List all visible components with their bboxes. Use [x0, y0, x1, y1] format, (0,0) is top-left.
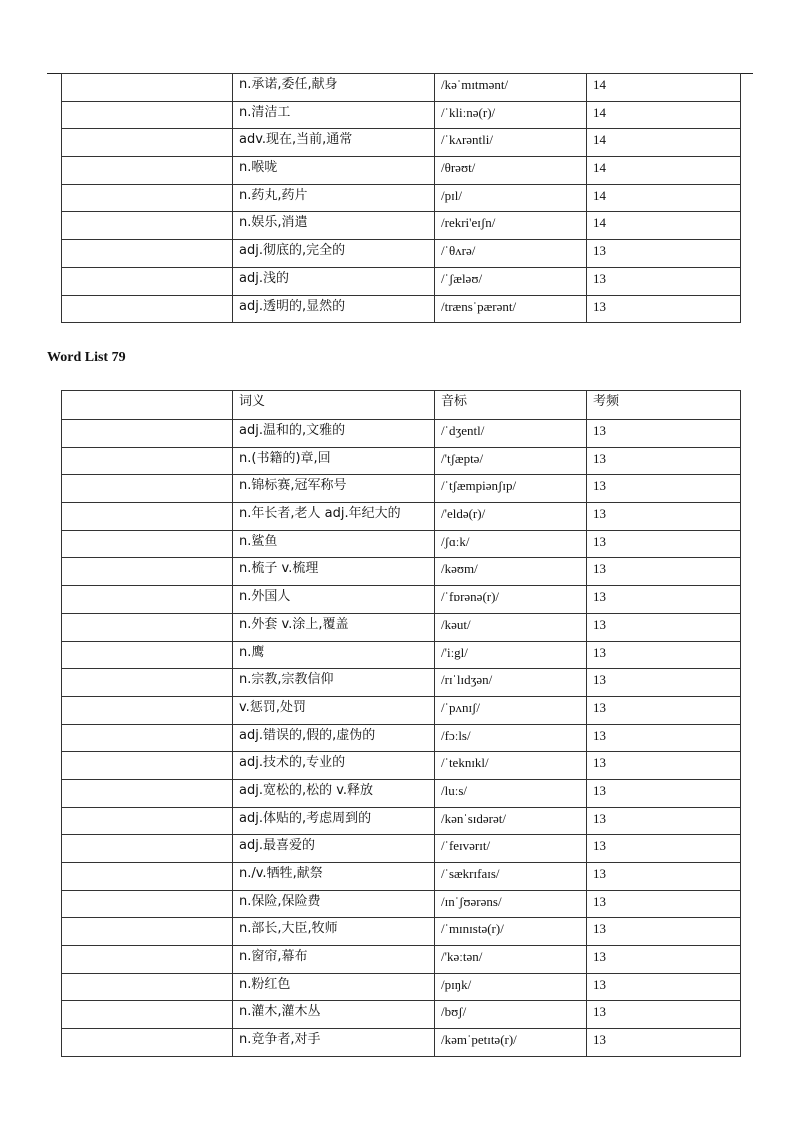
phonetic-cell: /ˈteknɪkl/: [435, 752, 587, 780]
frequency-cell: 13: [587, 530, 741, 558]
frequency-cell: 13: [587, 669, 741, 697]
table-row: [62, 807, 741, 835]
word-cell: [62, 724, 233, 752]
frequency-cell: 14: [587, 101, 741, 129]
meaning-cell: n.娱乐,消遣: [233, 212, 435, 240]
phonetic-cell: /ˈkʌrəntli/: [435, 129, 587, 157]
table-row: [62, 946, 741, 974]
table-row: [62, 863, 741, 891]
frequency-cell: 13: [587, 1029, 741, 1057]
meaning-cell: adj.浅的: [233, 267, 435, 295]
frequency-column-header: 考频: [587, 391, 741, 420]
meaning-cell: n.锦标赛,冠军称号: [233, 475, 435, 503]
word-cell: [62, 129, 233, 157]
meaning-cell: n.梳子 v.梳理: [233, 558, 435, 586]
phonetic-cell: /ʃɑːk/: [435, 530, 587, 558]
meaning-cell: adj.宽松的,松的 v.释放: [233, 779, 435, 807]
phonetic-cell: /rɪˈlɪdʒən/: [435, 669, 587, 697]
table-row: [62, 295, 741, 323]
word-cell: [62, 669, 233, 697]
table-row: [62, 724, 741, 752]
meaning-cell: n.宗教,宗教信仰: [233, 669, 435, 697]
meaning-cell: adv.现在,当前,通常: [233, 129, 435, 157]
table-row: [62, 641, 741, 669]
frequency-cell: 14: [587, 74, 741, 102]
word-cell: [62, 835, 233, 863]
meaning-cell: n.部长,大臣,牧师: [233, 918, 435, 946]
phonetic-cell: /ˈsækrɪfaɪs/: [435, 863, 587, 891]
frequency-cell: 13: [587, 863, 741, 891]
word-cell: [62, 295, 233, 323]
word-cell: [62, 74, 233, 102]
table-row: [62, 101, 741, 129]
frequency-cell: 13: [587, 240, 741, 268]
table-row: [62, 530, 741, 558]
phonetic-cell: /trænsˈpærənt/: [435, 295, 587, 323]
meaning-cell: n.竞争者,对手: [233, 1029, 435, 1057]
table-header-row: [62, 391, 741, 420]
frequency-cell: 13: [587, 779, 741, 807]
meaning-cell: adj.最喜爱的: [233, 835, 435, 863]
word-cell: [62, 890, 233, 918]
table-row: [62, 1001, 741, 1029]
frequency-cell: 14: [587, 157, 741, 185]
frequency-cell: 13: [587, 641, 741, 669]
phonetic-cell: /pɪl/: [435, 184, 587, 212]
phonetic-cell: /ˈpʌnɪʃ/: [435, 696, 587, 724]
meaning-column-header: 词义: [233, 391, 435, 420]
table-row: [62, 558, 741, 586]
meaning-cell: n.年长者,老人 adj.年纪大的: [233, 503, 435, 531]
phonetic-cell: /ˈfɒrənə(r)/: [435, 586, 587, 614]
phonetic-cell: /kəmˈpetɪtə(r)/: [435, 1029, 587, 1057]
frequency-cell: 13: [587, 918, 741, 946]
word-cell: [62, 1001, 233, 1029]
meaning-cell: n.(书籍的)章,回: [233, 447, 435, 475]
table-row: [62, 918, 741, 946]
frequency-cell: 13: [587, 558, 741, 586]
phonetic-cell: /ˈʃæləʊ/: [435, 267, 587, 295]
frequency-cell: 13: [587, 295, 741, 323]
word-cell: [62, 530, 233, 558]
phonetic-cell: /θrəʊt/: [435, 157, 587, 185]
table-row: [62, 973, 741, 1001]
meaning-cell: n.外国人: [233, 586, 435, 614]
meaning-cell: n.鲨鱼: [233, 530, 435, 558]
meaning-cell: v.惩罚,处罚: [233, 696, 435, 724]
meaning-cell: n.清洁工: [233, 101, 435, 129]
table-row: [62, 752, 741, 780]
phonetic-cell: /kəut/: [435, 613, 587, 641]
phonetic-cell: /luːs/: [435, 779, 587, 807]
phonetic-cell: /kəʊm/: [435, 558, 587, 586]
word-cell: [62, 184, 233, 212]
meaning-cell: n./v.牺牲,献祭: [233, 863, 435, 891]
meaning-cell: adj.技术的,专业的: [233, 752, 435, 780]
word-cell: [62, 1029, 233, 1057]
frequency-cell: 13: [587, 835, 741, 863]
word-cell: [62, 157, 233, 185]
table-row: [62, 613, 741, 641]
phonetic-cell: /rekri'eɪʃn/: [435, 212, 587, 240]
meaning-cell: n.喉咙: [233, 157, 435, 185]
vocab-table-word-list-79: [61, 390, 741, 1057]
table-row: [62, 1029, 741, 1057]
frequency-cell: 13: [587, 267, 741, 295]
phonetic-cell: /pɪŋk/: [435, 973, 587, 1001]
meaning-cell: n.粉红色: [233, 973, 435, 1001]
word-cell: [62, 101, 233, 129]
table-row: [62, 890, 741, 918]
phonetic-cell: /fɔːls/: [435, 724, 587, 752]
word-cell: [62, 918, 233, 946]
frequency-cell: 13: [587, 724, 741, 752]
table-row: [62, 779, 741, 807]
word-cell: [62, 420, 233, 448]
meaning-cell: n.鹰: [233, 641, 435, 669]
phonetic-cell: /kəˈmɪtmənt/: [435, 74, 587, 102]
table-row: [62, 240, 741, 268]
phonetic-cell: /ˈθʌrə/: [435, 240, 587, 268]
frequency-cell: 13: [587, 447, 741, 475]
meaning-cell: n.保险,保险费: [233, 890, 435, 918]
vocab-table-body: [62, 420, 741, 1057]
table-row: [62, 212, 741, 240]
word-cell: [62, 696, 233, 724]
vocab-table-continued: [61, 73, 741, 323]
word-cell: [62, 558, 233, 586]
meaning-cell: adj.错误的,假的,虚伪的: [233, 724, 435, 752]
table-row: [62, 420, 741, 448]
vocab-table-body: [62, 74, 741, 323]
frequency-cell: 13: [587, 946, 741, 974]
word-list-title: Word List 79: [47, 350, 126, 365]
table-row: [62, 475, 741, 503]
frequency-cell: 13: [587, 586, 741, 614]
meaning-cell: adj.温和的,文雅的: [233, 420, 435, 448]
table-row: [62, 447, 741, 475]
word-cell: [62, 946, 233, 974]
word-cell: [62, 212, 233, 240]
table-row: [62, 129, 741, 157]
frequency-cell: 13: [587, 503, 741, 531]
meaning-cell: n.药丸,药片: [233, 184, 435, 212]
meaning-cell: n.外套 v.涂上,覆盖: [233, 613, 435, 641]
phonetic-cell: /bʊʃ/: [435, 1001, 587, 1029]
frequency-cell: 13: [587, 973, 741, 1001]
word-cell: [62, 586, 233, 614]
meaning-cell: adj.透明的,显然的: [233, 295, 435, 323]
table-row: [62, 157, 741, 185]
word-cell: [62, 447, 233, 475]
frequency-cell: 14: [587, 184, 741, 212]
meaning-cell: n.灌木,灌木丛: [233, 1001, 435, 1029]
word-cell: [62, 863, 233, 891]
phonetic-cell: /'iːgl/: [435, 641, 587, 669]
word-cell: [62, 973, 233, 1001]
meaning-cell: n.窗帘,幕布: [233, 946, 435, 974]
phonetic-column-header: 音标: [435, 391, 587, 420]
frequency-cell: 13: [587, 752, 741, 780]
phonetic-cell: /ɪnˈʃʊərəns/: [435, 890, 587, 918]
meaning-cell: adj.彻底的,完全的: [233, 240, 435, 268]
frequency-cell: 13: [587, 420, 741, 448]
meaning-cell: n.承诺,委任,献身: [233, 74, 435, 102]
word-column-header: [62, 391, 233, 420]
table-row: [62, 669, 741, 697]
phonetic-cell: /kənˈsɪdərət/: [435, 807, 587, 835]
word-cell: [62, 807, 233, 835]
table-row: [62, 696, 741, 724]
phonetic-cell: /ˈdʒentl/: [435, 420, 587, 448]
phonetic-cell: /ˈtʃæmpiənʃɪp/: [435, 475, 587, 503]
frequency-cell: 14: [587, 212, 741, 240]
word-cell: [62, 779, 233, 807]
frequency-cell: 13: [587, 1001, 741, 1029]
table-row: [62, 267, 741, 295]
table-row: [62, 586, 741, 614]
phonetic-cell: /'eldə(r)/: [435, 503, 587, 531]
word-cell: [62, 267, 233, 295]
table-row: [62, 184, 741, 212]
frequency-cell: 13: [587, 890, 741, 918]
phonetic-cell: /ˈfeɪvərɪt/: [435, 835, 587, 863]
meaning-cell: adj.体贴的,考虑周到的: [233, 807, 435, 835]
word-cell: [62, 613, 233, 641]
frequency-cell: 13: [587, 613, 741, 641]
table-row: [62, 835, 741, 863]
phonetic-cell: /'tʃæptə/: [435, 447, 587, 475]
phonetic-cell: /ˈkliːnə(r)/: [435, 101, 587, 129]
frequency-cell: 13: [587, 475, 741, 503]
word-cell: [62, 641, 233, 669]
phonetic-cell: /ˈmɪnɪstə(r)/: [435, 918, 587, 946]
frequency-cell: 14: [587, 129, 741, 157]
word-cell: [62, 503, 233, 531]
word-cell: [62, 240, 233, 268]
frequency-cell: 13: [587, 696, 741, 724]
table-row: [62, 503, 741, 531]
phonetic-cell: /'kəːtən/: [435, 946, 587, 974]
word-cell: [62, 752, 233, 780]
frequency-cell: 13: [587, 807, 741, 835]
table-row: [62, 74, 741, 102]
word-cell: [62, 475, 233, 503]
